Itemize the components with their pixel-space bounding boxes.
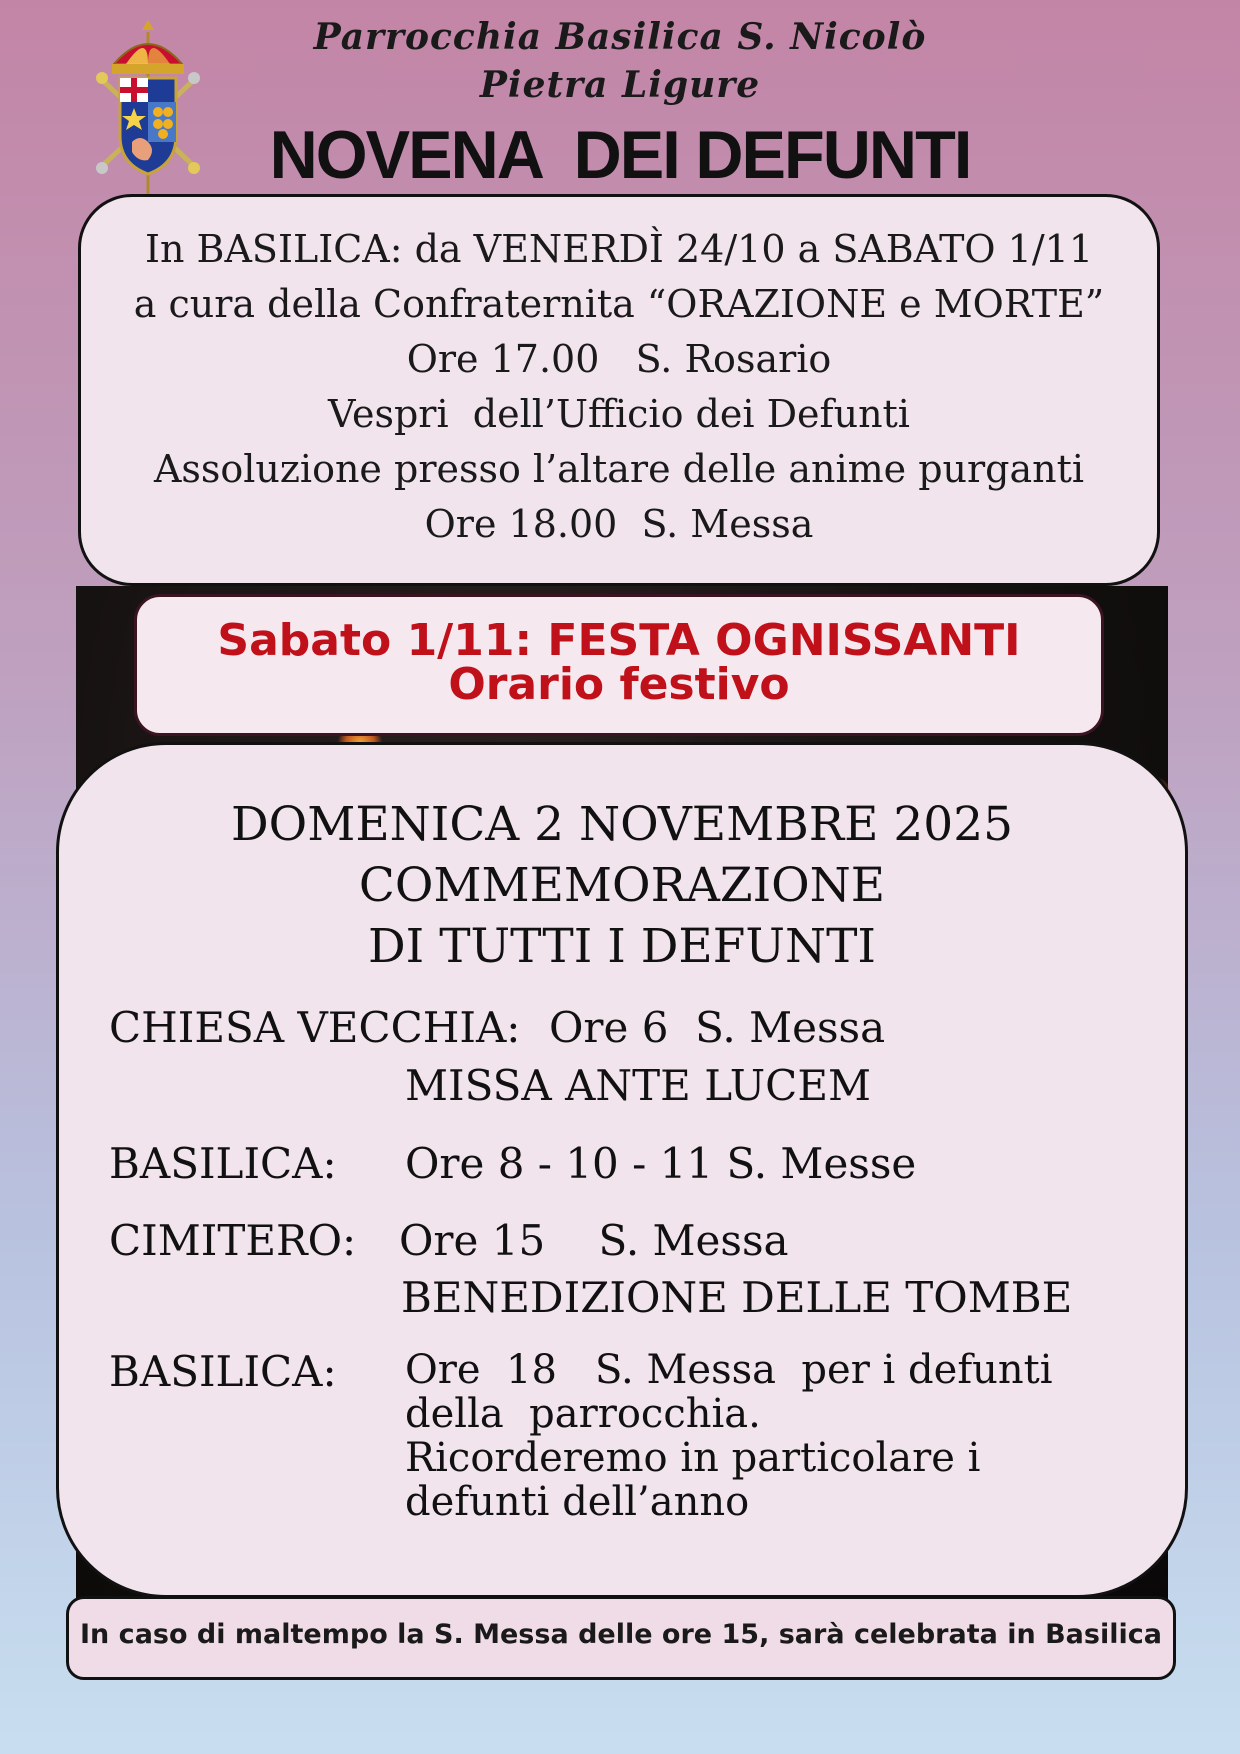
commemoration-box xyxy=(56,742,1188,1598)
novena-line: a cura della Confraternita “ORAZIONE e MORTE” xyxy=(133,282,1105,326)
parish-location: Pietra Ligure xyxy=(479,64,761,106)
commemoration-subtitle: DI TUTTI I DEFUNTI xyxy=(368,919,876,974)
location-label: BASILICA: xyxy=(109,1139,337,1188)
feast-title: Sabato 1/11: FESTA OGNISSANTI xyxy=(217,615,1021,666)
location-label: BASILICA: xyxy=(109,1347,337,1396)
novena-line: Assoluzione presso l’altare delle anime purganti xyxy=(153,447,1085,491)
novena-line: Ore 18.00 S. Messa xyxy=(424,502,814,546)
schedule-line: Ore 15 S. Messa xyxy=(399,1216,789,1265)
schedule-line: BENEDIZIONE DELLE TOMBE xyxy=(401,1273,1073,1322)
schedule-line: Ore 8 - 10 - 11 S. Messe xyxy=(405,1139,917,1188)
feast-box xyxy=(134,594,1104,736)
schedule-line: Ore 6 S. Messa xyxy=(549,1003,886,1052)
schedule-line: Ore 18 S. Messa per i defunti xyxy=(405,1347,1053,1393)
commemoration-date: DOMENICA 2 NOVEMBRE 2025 xyxy=(230,797,1014,852)
weather-note-box xyxy=(66,1596,1176,1680)
novena-schedule-box xyxy=(78,194,1160,586)
schedule-line: della parrocchia. xyxy=(405,1391,761,1437)
feast-schedule: Orario festivo xyxy=(448,659,790,710)
page-title: NOVENA DEI DEFUNTI xyxy=(269,117,971,193)
novena-line: In BASILICA: da VENERDÌ 24/10 a SABATO 1/11 xyxy=(144,227,1093,271)
commemoration-title: COMMEMORAZIONE xyxy=(358,858,886,913)
parish-name: Parrocchia Basilica S. Nicolò xyxy=(313,16,927,58)
weather-note: In caso di maltempo la S. Messa delle ore 15, sarà celebrata in Basilica xyxy=(80,1619,1162,1650)
novena-line: Vespri dell’Ufficio dei Defunti xyxy=(328,392,910,436)
schedule-line: MISSA ANTE LUCEM xyxy=(405,1061,871,1110)
novena-line: Ore 17.00 S. Rosario xyxy=(406,337,832,381)
schedule-line: Ricorderemo in particolare i xyxy=(405,1435,981,1481)
location-label: CHIESA VECCHIA: xyxy=(109,1003,521,1052)
location-label: CIMITERO: xyxy=(109,1216,357,1265)
schedule-line: defunti dell’anno xyxy=(405,1479,750,1525)
